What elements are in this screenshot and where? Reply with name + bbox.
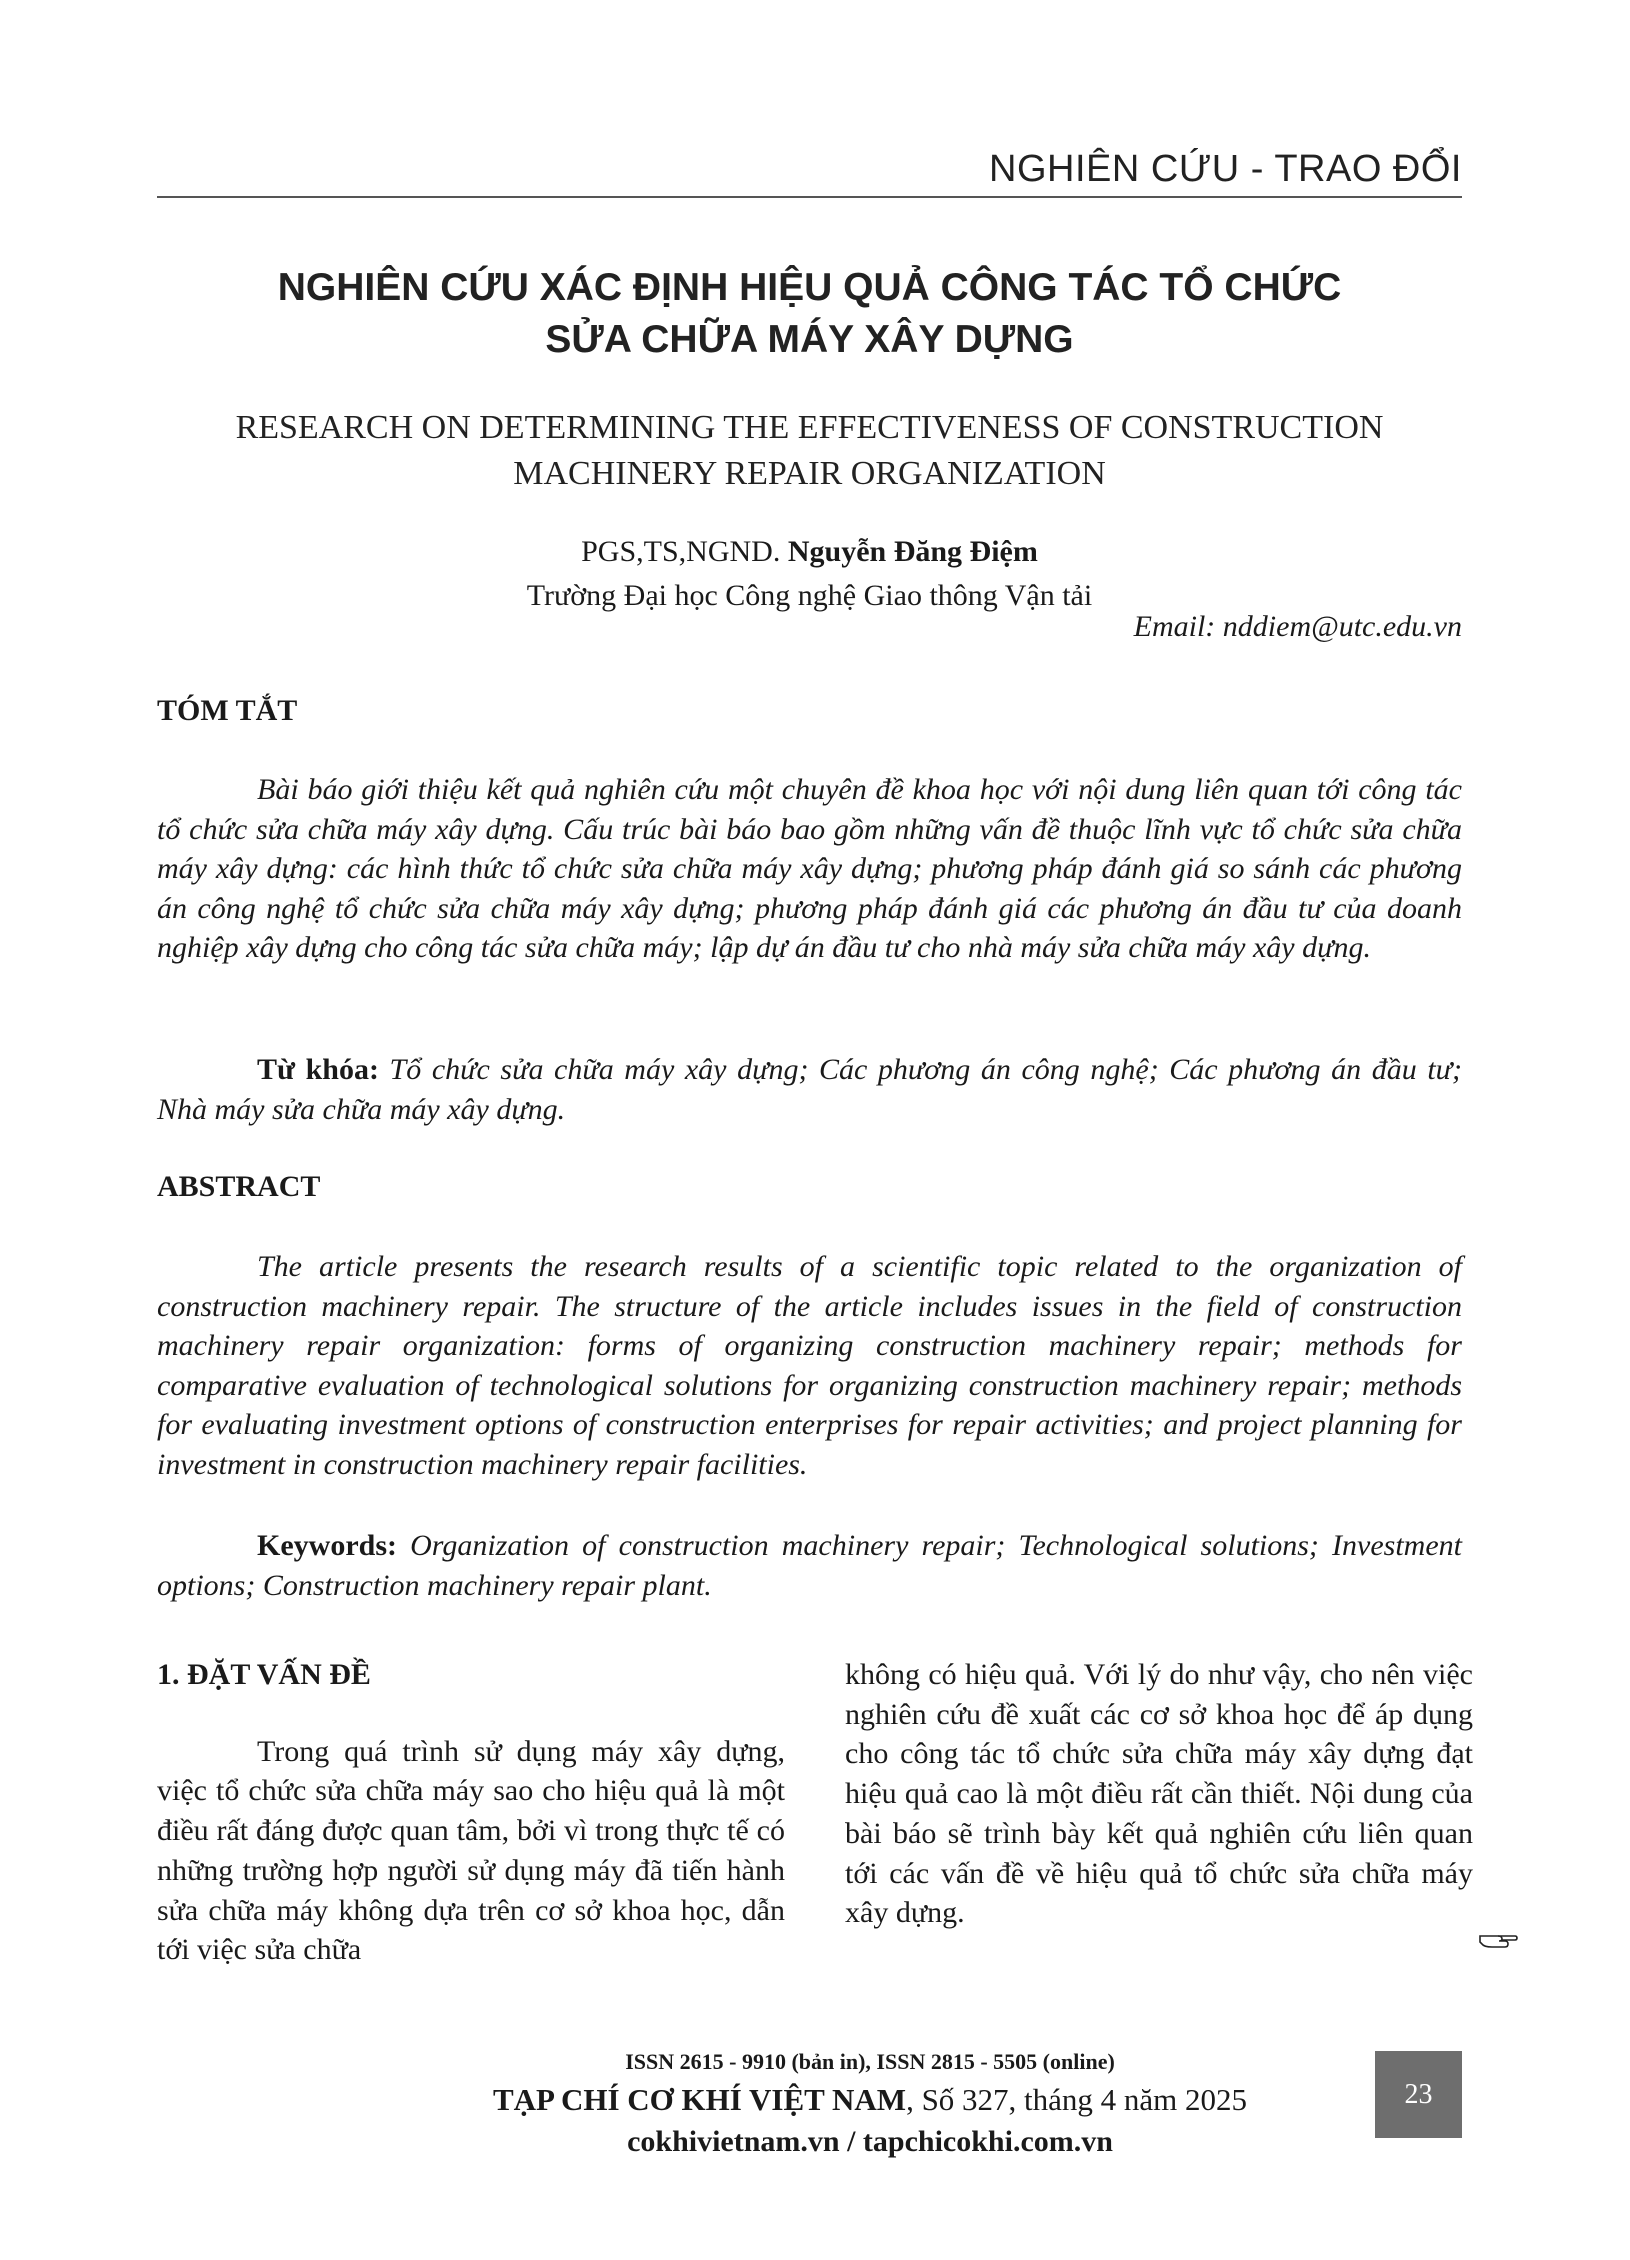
title-vi-line-2: SỬA CHỮA MÁY XÂY DỰNG [545, 318, 1074, 361]
footer-websites: cokhivietnam.vn / tapchicokhi.com.vn [627, 2125, 1113, 2158]
section-1-left-text: Trong quá trình sử dụng máy xây dựng, việc tổ chức sửa chữa máy sao cho hiệu quả là một điều rất đáng được quan tâm, bởi vì trong thực tế có những trường hợp người sử dụng máy đã tiến hành sửa chữa máy không dựa trên cơ sở khoa học, dẫn tới việc sửa chữa [157, 1734, 785, 1967]
abstract-heading: ABSTRACT [157, 1170, 321, 1203]
title-vi-line-1: NGHIÊN CỨU XÁC ĐỊNH HIỆU QUẢ CÔNG TÁC TỔ CHỨC [277, 266, 1342, 309]
summary-text: Bài báo giới thiệu kết quả nghiên cứu một chuyên đề khoa học với nội dung liên quan tới công tác tổ chức sửa chữa máy xây dựng. Cấu trúc bài báo bao gồm những vấn đề thuộc lĩnh vực tổ chức sửa chữa máy xây dựng: các hình thức tổ chức sửa chữa máy xây dựng; phương pháp đánh giá so sánh các phương án công nghệ tổ chức sửa chữa máy xây dựng; phương pháp đánh giá các phương án đầu tư của doanh nghiệp xây dựng cho công tác sửa chữa máy; lập dự án đầu tư cho nhà máy sửa chữa máy xây dựng. [157, 773, 1462, 964]
abstract-keywords [157, 1526, 1462, 1605]
section-1-left-paragraph [157, 1732, 785, 1970]
abstract-keywords-label: Keywords: [257, 1529, 397, 1562]
author-line [157, 530, 1462, 574]
summary-heading: TÓM TẮT [157, 694, 298, 727]
title-english [157, 405, 1462, 497]
title-en-line-1: RESEARCH ON DETERMINING THE EFFECTIVENESS OF CONSTRUCTION [235, 409, 1384, 446]
summary-keywords-label: Từ khóa: [257, 1053, 379, 1086]
section-header: NGHIÊN CỨU - TRAO ĐỔI [989, 148, 1462, 190]
abstract-paragraph [157, 1247, 1462, 1484]
section-1-heading: 1. ĐẶT VẤN ĐỀ [157, 1658, 371, 1691]
abstract-text: The article presents the research results of a scientific topic related to the organization of construction machinery repair. The structure of the article includes issues in the field of construction machinery repair organization: forms of organizing construction machinery repair; methods for comparative evaluation of technological solutions for organizing construction machinery repair; methods for evaluating investment options of construction enterprises for repair activities; and project planning for investment in construction machinery repair facilities. [157, 1250, 1462, 1481]
body-column-left [157, 1655, 785, 1970]
title-en-line-2: MACHINERY REPAIR ORGANIZATION [513, 455, 1106, 492]
author-name: Nguyễn Đăng Điệm [787, 535, 1038, 568]
page-number: 23 [1375, 2051, 1462, 2138]
author-block [157, 530, 1462, 618]
footer-journal [420, 2079, 1320, 2121]
page-footer [420, 2045, 1320, 2163]
pointing-hand-icon [1478, 1928, 1518, 1952]
summary-keywords-text: Tổ chức sửa chữa máy xây dựng; Các phương án công nghệ; Các phương án đầu tư; Nhà máy sửa chữa máy xây dựng. [157, 1053, 1463, 1126]
author-affiliation: Trường Đại học Công nghệ Giao thông Vận tải [526, 579, 1093, 612]
footer-journal-name: TẠP CHÍ CƠ KHÍ VIỆT NAM [492, 2082, 907, 2117]
title-vietnamese [157, 262, 1462, 366]
section-1-right-paragraph: không có hiệu quả. Với lý do như vậy, cho nên việc nghiên cứu đề xuất các cơ sở khoa học để áp dụng cho công tác tổ chức sửa chữa máy xây dựng đạt hiệu quả cao là một điều rất cần thiết. Nội dung của bài báo sẽ trình bày kết quả nghiên cứu liên quan tới các vấn đề về hiệu quả tổ chức sửa chữa máy xây dựng. [845, 1658, 1473, 1930]
footer-journal-issue: , Số 327, tháng 4 năm 2025 [906, 2082, 1248, 2117]
author-prefix: PGS,TS,NGND. [581, 535, 788, 568]
body-column-right [845, 1655, 1473, 1933]
abstract-keywords-text: Organization of construction machinery repair; Technological solutions; Investment options; Construction machinery repair plant. [157, 1529, 1462, 1602]
summary-paragraph [157, 770, 1462, 968]
author-email: Email: nddiem@utc.edu.vn [1133, 610, 1462, 643]
summary-keywords [157, 1050, 1462, 1129]
footer-issn: ISSN 2615 - 9910 (bản in), ISSN 2815 - 5505 (online) [625, 2049, 1115, 2074]
header-rule [157, 196, 1462, 198]
